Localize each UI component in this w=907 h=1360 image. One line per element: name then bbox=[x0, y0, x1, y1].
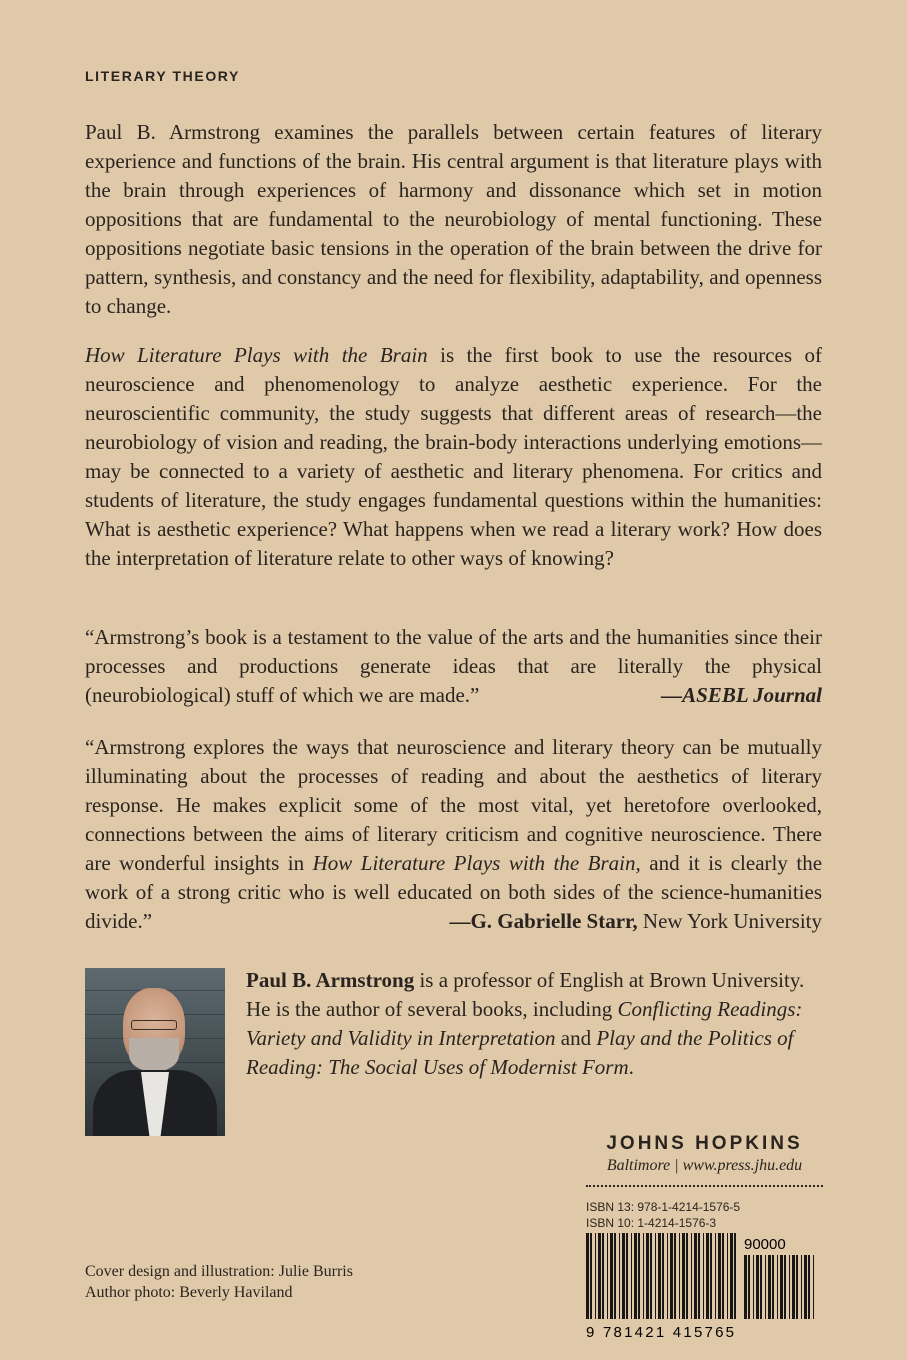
barcode-bars-addon bbox=[744, 1255, 814, 1319]
review-quote-2 bbox=[85, 733, 822, 936]
barcode bbox=[586, 1233, 823, 1341]
paragraph-2-text: is the first book to use the resources of neuroscience and phenomenology to analyze aesthetic experience. For the neuroscientific community, the study suggests that different areas of research—the neurobiology of vision and reading, the brain-body interactions underlying emotions—may be connected to a variety of aesthetic and literary phenomena. For critics and students of literature, the study engages fundamental questions within the humanities: What is aesthetic experience? What happens when we read a literary work? How does the interpretation of literature relate to other ways of knowing? bbox=[85, 343, 822, 570]
isbn-block bbox=[586, 1199, 740, 1231]
quote-2-book-title: How Literature Plays with the Brain, bbox=[312, 851, 641, 875]
publisher-city-url: Baltimore | www.press.jhu.edu bbox=[606, 1157, 803, 1174]
isbn-13: ISBN 13: 978-1-4214-1576-5 bbox=[586, 1200, 741, 1214]
cover-credit: Cover design and illustration: Julie Burris bbox=[85, 1263, 353, 1280]
description-paragraph-1: Paul B. Armstrong examines the parallels between certain features of literary experience and functions of the brain. His central argument is that literature plays with the brain through experiences of harmony and dissonance which set in motion oppositions that are fundamental to the neurobiology of mental functioning. These oppositions negotiate basic tensions in the operation of the brain between the drive for pattern, synthesis, and constancy and the need for flexibility, adaptability, and openness to change. bbox=[85, 120, 822, 318]
publisher-name: JOHNS HOPKINS bbox=[606, 1133, 803, 1154]
quote-1-attribution: —ASEBL Journal bbox=[661, 683, 822, 707]
quote-1-text: “Armstrong’s book is a testament to the value of the arts and the humanities since their processes and productions generate ideas that are literally the physical (neurobiological) stuff of which we are made.” bbox=[85, 625, 822, 707]
author-name: Paul B. Armstrong bbox=[246, 968, 415, 992]
review-quote-1 bbox=[85, 623, 822, 710]
isbn-10: ISBN 10: 1-4214-1576-3 bbox=[586, 1216, 717, 1230]
credits bbox=[85, 1261, 353, 1303]
category-label: LITERARY THEORY bbox=[85, 68, 240, 84]
barcode-number: 9 781421 415765 bbox=[586, 1324, 734, 1341]
quote-2-attribution: —G. Gabrielle Starr, New York University bbox=[449, 909, 822, 933]
barcode-price-code: 90000 bbox=[744, 1236, 786, 1253]
publisher-block bbox=[586, 1133, 823, 1175]
author-photo bbox=[85, 968, 225, 1136]
book-title: How Literature Plays with the Brain bbox=[85, 343, 428, 367]
bio-book-2: Play and the Politics of Reading: The Social Uses of Modernist Form bbox=[246, 1026, 794, 1079]
quote-2-text-b: and it is clearly the work of a strong critic who is well educated on both sides of the science-humanities divide.” bbox=[85, 851, 823, 933]
barcode-bars-main bbox=[586, 1233, 736, 1319]
description-paragraph-2 bbox=[85, 341, 822, 573]
photo-credit: Author photo: Beverly Haviland bbox=[85, 1284, 293, 1301]
publisher-divider bbox=[586, 1185, 823, 1187]
bio-book-1: Conflicting Readings: Variety and Validity in Interpretation bbox=[246, 997, 803, 1050]
author-bio: Paul B. Armstrong is a professor of English at Brown University. He is the author of several books, including Conflicting Readings: Variety and Validity in Interpretation and Play and the Politics of Reading: The Social Uses of Modernist Form. bbox=[246, 968, 805, 1079]
quote-2-text-a: “Armstrong explores the ways that neuroscience and literary theory can be mutually illuminating about the processes of reading and about the aesthetics of literary response. He makes explicit some of the most vital, yet heretofore overlooked, connections between the aims of literary criticism and cognitive neuroscience. There are wonderful insights in bbox=[85, 735, 822, 875]
